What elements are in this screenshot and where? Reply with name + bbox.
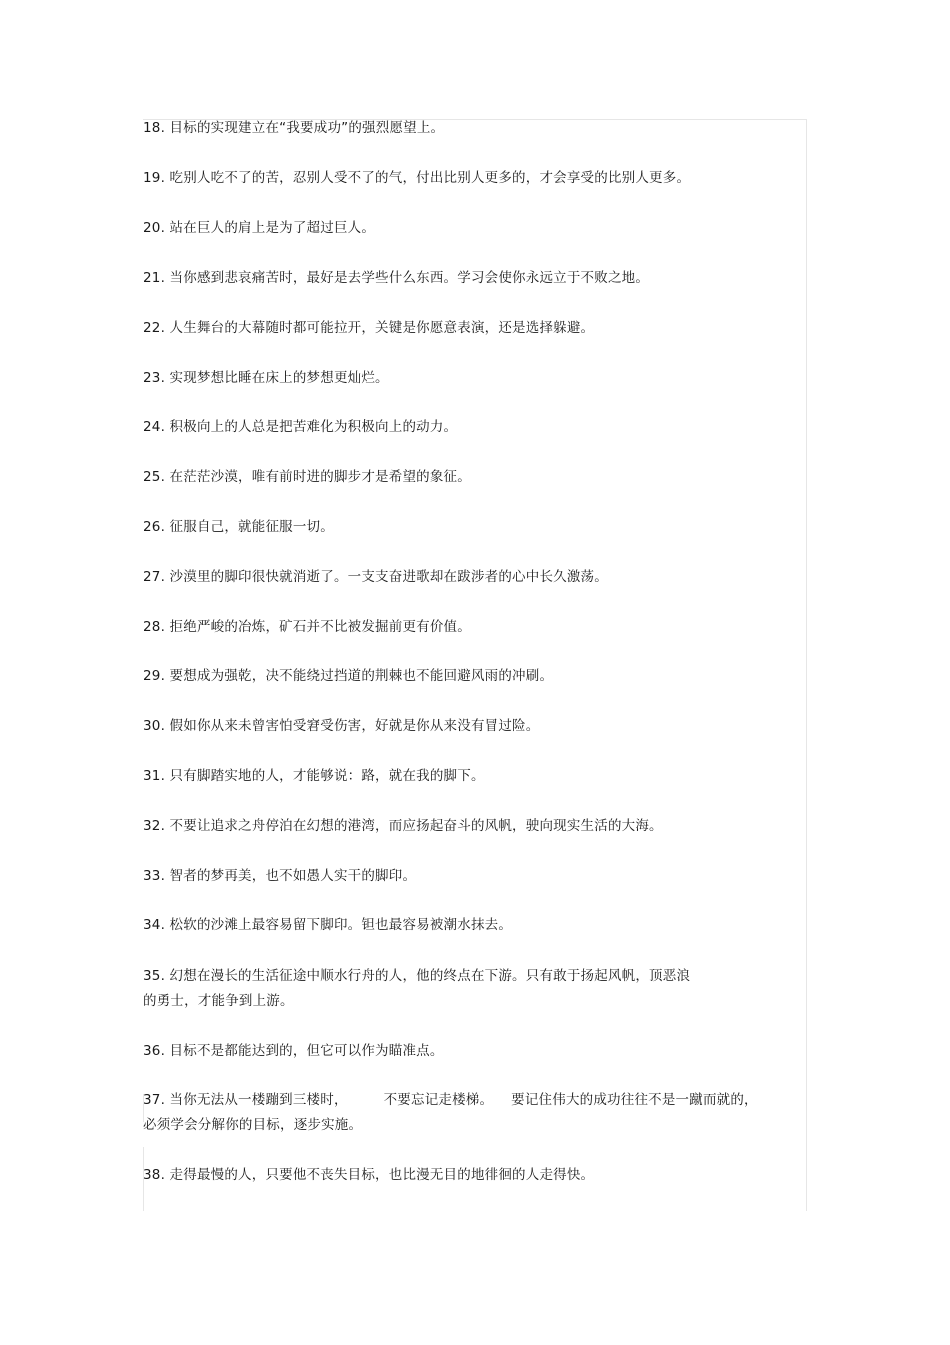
quote-29	[143, 664, 783, 689]
quote-31	[143, 764, 783, 789]
quote-line: 26. 征服自己，就能征服一切。	[143, 519, 334, 535]
quote-line: 30. 假如你从来未曾害怕受窘受伤害，好就是你从来没有冒过险。	[143, 718, 540, 734]
quote-line: 必须学会分解你的目标，逐步实施。	[143, 1117, 363, 1133]
quote-line: 23. 实现梦想比睡在床上的梦想更灿烂。	[143, 370, 389, 386]
quote-line: 33. 智者的梦再美，也不如愚人实干的脚印。	[143, 868, 417, 884]
quote-37	[143, 1088, 783, 1138]
quote-30	[143, 714, 783, 739]
quote-line: 21. 当你感到悲哀痛苦时，最好是去学些什么东西。学习会使你永远立于不败之地。	[143, 270, 650, 286]
quote-38	[143, 1163, 783, 1188]
quote-27	[143, 565, 783, 590]
quote-line: 35. 幻想在漫长的生活征途中顺水行舟的人，他的终点在下游。只有敢于扬起风帆，顶恶浪	[143, 968, 691, 984]
quote-line: 28. 拒绝严峻的冶炼，矿石并不比被发掘前更有价值。	[143, 619, 471, 635]
quote-23	[143, 366, 783, 391]
quote-20	[143, 216, 783, 241]
quote-line: 的勇士，才能争到上游。	[143, 993, 294, 1009]
quote-line: 37. 当你无法从一楼蹦到三楼时， 不要忘记走楼梯。 要记住伟大的成功往往不是一蹴而就的，	[143, 1092, 758, 1108]
quote-line: 29. 要想成为强乾，决不能绕过挡道的荆棘也不能回避风雨的冲刷。	[143, 668, 554, 684]
quote-28	[143, 615, 783, 640]
quote-34	[143, 913, 783, 938]
quote-35	[143, 964, 783, 1014]
quote-25	[143, 465, 783, 490]
quote-line: 25. 在茫茫沙漠，唯有前时进的脚步才是希望的象征。	[143, 469, 471, 485]
quote-line: 31. 只有脚踏实地的人，才能够说：路，就在我的脚下。	[143, 768, 485, 784]
quote-line: 38. 走得最慢的人，只要他不丧失目标，也比漫无目的地徘徊的人走得快。	[143, 1167, 595, 1183]
quote-line: 27. 沙漠里的脚印很快就消逝了。一支支奋进歌却在跋涉者的心中长久激荡。	[143, 569, 608, 585]
quote-22	[143, 316, 783, 341]
quote-32	[143, 814, 783, 839]
quote-19	[143, 166, 783, 191]
quote-line: 20. 站在巨人的肩上是为了超过巨人。	[143, 220, 376, 236]
quote-line: 34. 松软的沙滩上最容易留下脚印。钽也最容易被潮水抹去。	[143, 917, 513, 933]
quote-line: 19. 吃别人吃不了的苦，忍别人受不了的气，付出比别人更多的，才会享受的比别人更多。	[143, 170, 691, 186]
quote-21	[143, 266, 783, 291]
quote-line: 24. 积极向上的人总是把苦难化为积极向上的动力。	[143, 419, 458, 435]
quote-36	[143, 1039, 783, 1064]
quote-24	[143, 415, 783, 440]
quote-line: 32. 不要让追求之舟停泊在幻想的港湾，而应扬起奋斗的风帆，驶向现实生活的大海。	[143, 818, 663, 834]
quote-18	[143, 116, 783, 141]
quote-line: 18. 目标的实现建立在“我要成功”的强烈愿望上。	[143, 120, 445, 136]
quote-33	[143, 864, 783, 889]
quote-line: 36. 目标不是都能达到的，但它可以作为瞄准点。	[143, 1043, 444, 1059]
quote-26	[143, 515, 783, 540]
quote-line: 22. 人生舞台的大幕随时都可能拉开，关键是你愿意表演，还是选择躲避。	[143, 320, 595, 336]
